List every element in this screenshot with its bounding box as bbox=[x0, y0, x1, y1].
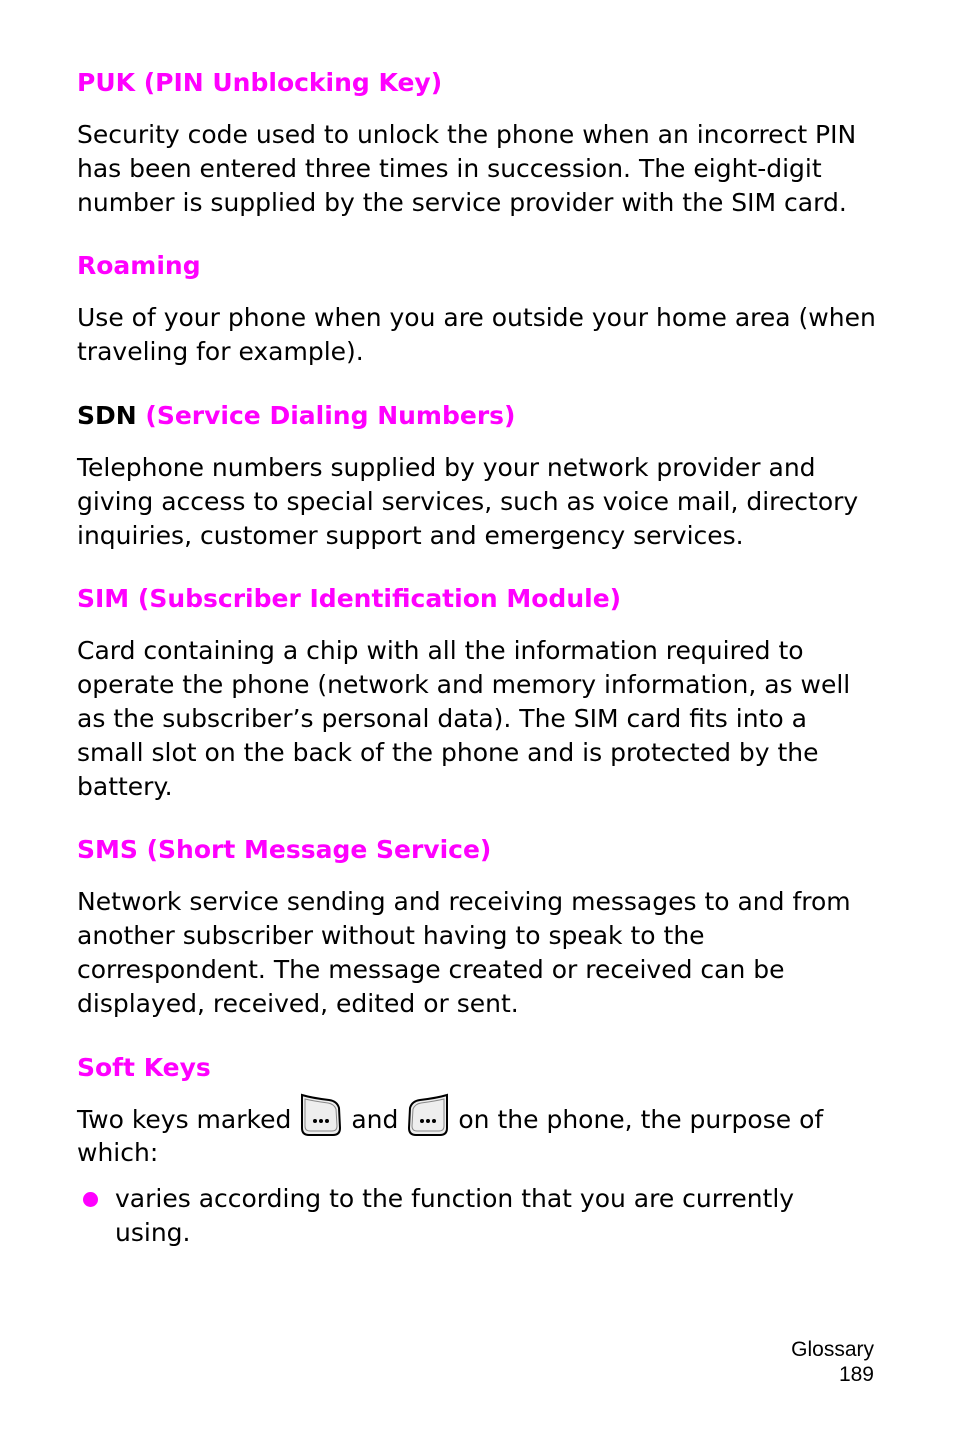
soft-keys-bullet-list bbox=[77, 1182, 877, 1250]
list-item-text: varies according to the function that you are currently using. bbox=[115, 1184, 795, 1247]
soft-keys-text-2: and bbox=[351, 1104, 399, 1134]
term-sim: SIM (Subscriber Identification Module) bbox=[77, 584, 622, 614]
left-soft-key-icon bbox=[299, 1092, 343, 1147]
definition-sdn: Telephone numbers supplied by your network provider and giving access to special services, such as voice mail, directory inquiries, customer support and emergency services. bbox=[77, 452, 859, 550]
term-puk: PUK (PIN Unblocking Key) bbox=[77, 68, 443, 97]
term-sdn bbox=[77, 399, 877, 433]
bullet-dot-icon bbox=[83, 1192, 98, 1207]
definition-roaming: Use of your phone when you are outside your home area (when traveling for example). bbox=[77, 303, 876, 367]
term-sdn-expansion: (Service Dialing Numbers) bbox=[145, 400, 516, 430]
soft-keys-text-1: Two keys marked bbox=[77, 1104, 292, 1134]
right-soft-key-icon bbox=[406, 1092, 450, 1147]
term-sms: SMS (Short Message Service) bbox=[77, 835, 492, 865]
term-roaming: Roaming bbox=[77, 251, 201, 281]
definition-sim: Card containing a chip with all the information required to operate the phone (network and memory information, as well as the subscriber’s personal data). The SIM card fits into a small slot on the back of the phone and is protected by the battery. bbox=[77, 636, 851, 801]
term-sdn-prefix: SDN bbox=[77, 400, 137, 430]
definition-puk: Security code used to unlock the phone when an incorrect PIN has been entered three times in succession. The eight-digit number is supplied by the service provider with the SIM card. bbox=[77, 120, 857, 217]
list-item bbox=[77, 1182, 877, 1250]
page-number: 189 bbox=[838, 1363, 874, 1386]
term-soft-keys: Soft Keys bbox=[77, 1052, 211, 1082]
definition-soft-keys bbox=[77, 1103, 877, 1171]
glossary-content bbox=[77, 66, 877, 1250]
soft-keys-text-3: on the phone, the purpose of which: bbox=[77, 1104, 824, 1168]
page-footer bbox=[791, 1337, 874, 1387]
definition-sms: Network service sending and receiving messages to and from another subscriber without having to speak to the correspondent. The message created or received can be displayed, received, edited or sent. bbox=[77, 887, 851, 1018]
footer-section-title: Glossary bbox=[791, 1338, 874, 1361]
